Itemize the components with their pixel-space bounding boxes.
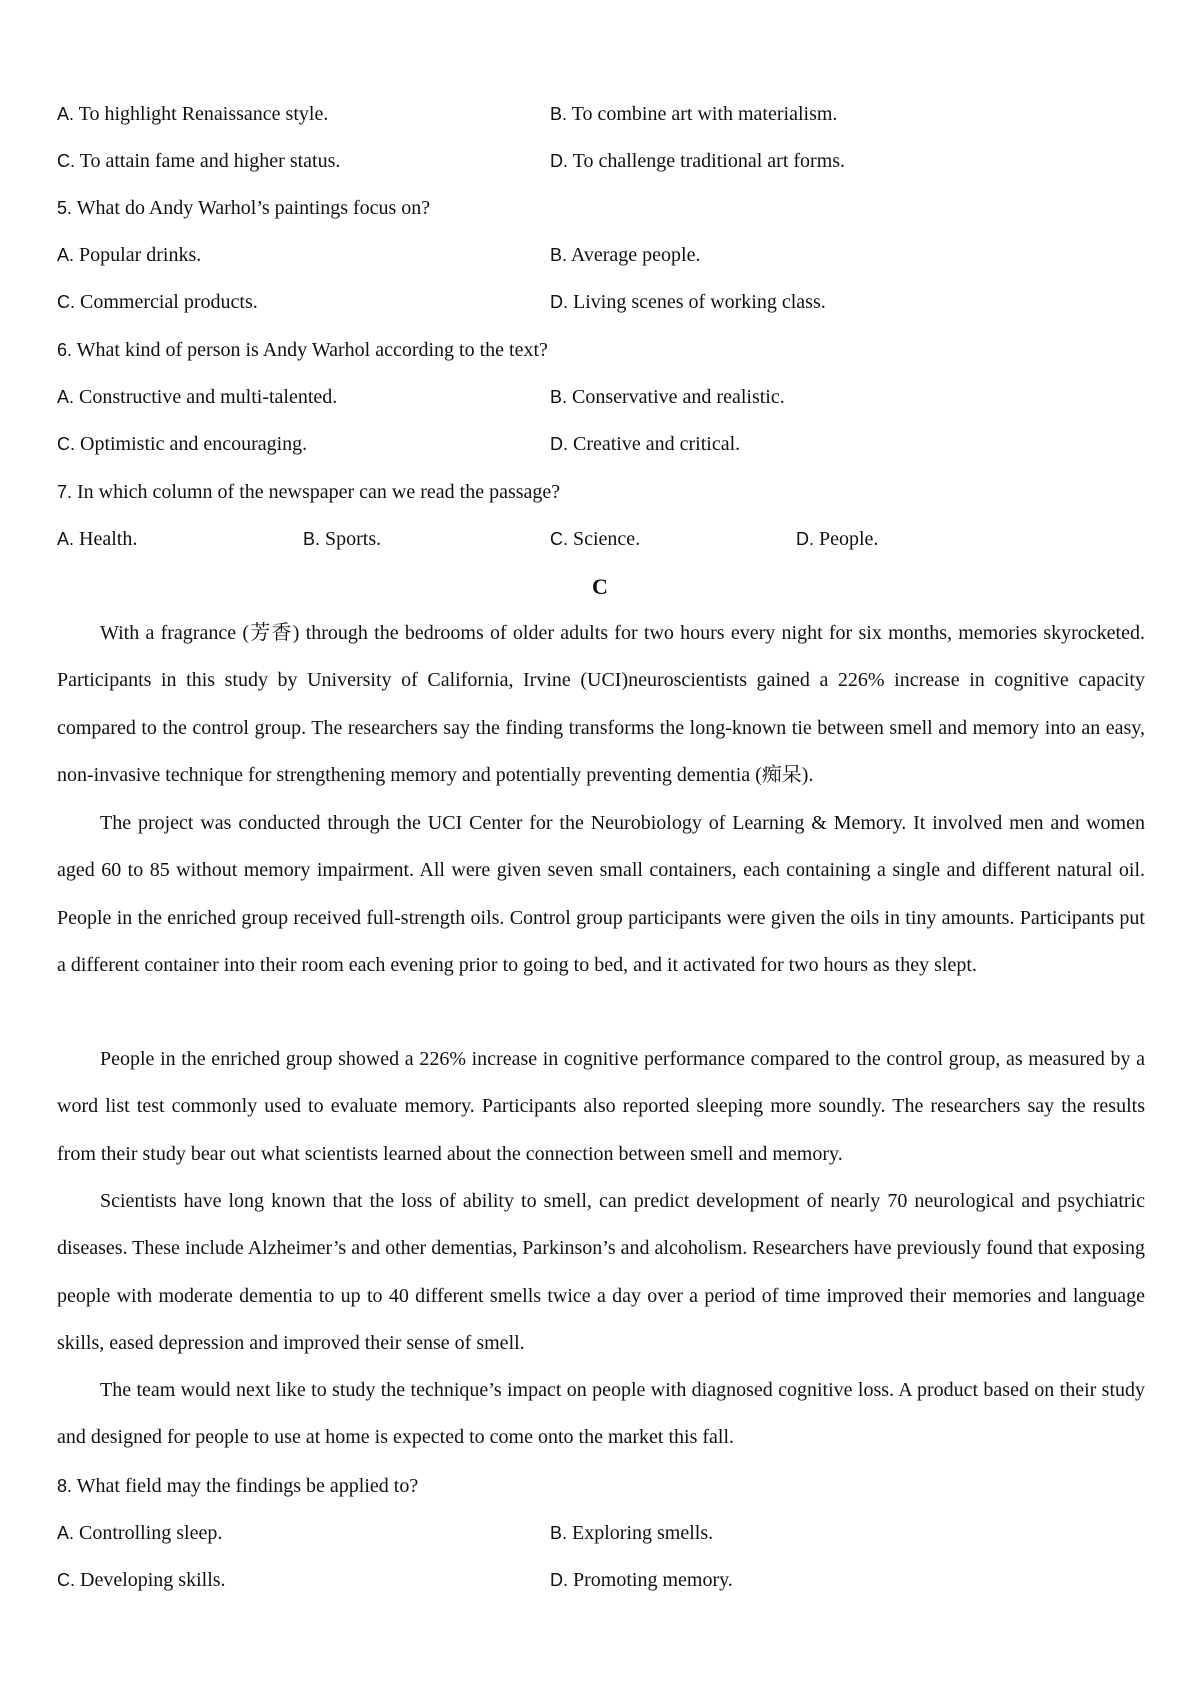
q6-option-c: C. Optimistic and encouraging. [57,433,308,455]
passage-paragraph-4: Scientists have long known that the loss of ability to smell, can predict development of nearly 70 neurological and psychiatric diseases. These include Alzheimer’s and other dementias, Parkinson’s and alcoholism. Researchers have previously found that exposing people with moderate dementia to up to 40 different smells twice a day over a period of time improved their memories and language skills, eased depression and improved their sense of smell. [57,1190,1145,1355]
section-heading: C [592,574,608,599]
q7-option-d: D. People. [796,528,879,550]
q4-option-b: B. To combine art with materialism. [550,103,838,125]
q7-stem: 7. In which column of the newspaper can we read the passage? [57,481,561,503]
q8-option-d: D. Promoting memory. [550,1569,733,1591]
q6-option-a: A. Constructive and multi-talented. [57,386,338,408]
q8-option-b: B. Exploring smells. [550,1522,714,1544]
q6-stem: 6. What kind of person is Andy Warhol according to the text? [57,339,548,361]
q5-option-b: B. Average people. [550,244,701,266]
q7-option-a: A. Health. [57,528,138,550]
q4-option-c: C. To attain fame and higher status. [57,150,341,172]
passage-paragraph-3: People in the enriched group showed a 226% increase in cognitive performance compared to the control group, as measured by a word list test commonly used to evaluate memory. Participants also reported sleeping more soundly. The researchers say the results from their study bear out what scientists learned about the connection between smell and memory. [57,1048,1145,1165]
q6-option-b: B. Conservative and realistic. [550,386,785,408]
q5-option-c: C. Commercial products. [57,291,258,313]
q4-option-d: D. To challenge traditional art forms. [550,150,846,172]
q8-option-a: A. Controlling sleep. [57,1522,223,1544]
q5-option-d: D. Living scenes of working class. [550,291,826,313]
q7-option-c: C. Science. [550,528,641,550]
passage-paragraph-1: With a fragrance (芳香) through the bedrooms of older adults for two hours every night for six months, memories skyrocketed. Participants in this study by University of California, Irvine (UCI)neuroscientists gained a 226% increase in cognitive capacity compared to the control group. The researchers say the finding transforms the long-known tie between smell and memory into an easy, non-invasive technique for strengthening memory and potentially preventing dementia (痴呆). [57,622,1145,787]
q4-option-a: A. To highlight Renaissance style. [57,103,329,125]
q8-stem: 8. What field may the findings be applied to? [57,1475,419,1497]
q5-stem: 5. What do Andy Warhol’s paintings focus on? [57,197,431,219]
passage-paragraph-5: The team would next like to study the technique’s impact on people with diagnosed cognitive loss. A product based on their study and designed for people to use at home is expected to come onto the market this fall. [57,1379,1145,1449]
q5-option-a: A. Popular drinks. [57,244,202,266]
passage-paragraph-2: The project was conducted through the UCI Center for the Neurobiology of Learning & Memory. It involved men and women aged 60 to 85 without memory impairment. All were given seven small containers, each containing a single and different natural oil. People in the enriched group received full-strength oils. Control group participants were given the oils in tiny amounts. Participants put a different container into their room each evening prior to going to bed, and it activated for two hours as they slept. [57,812,1145,977]
q6-option-d: D. Creative and critical. [550,433,741,455]
q7-option-b: B. Sports. [303,528,382,550]
q8-option-c: C. Developing skills. [57,1569,226,1591]
